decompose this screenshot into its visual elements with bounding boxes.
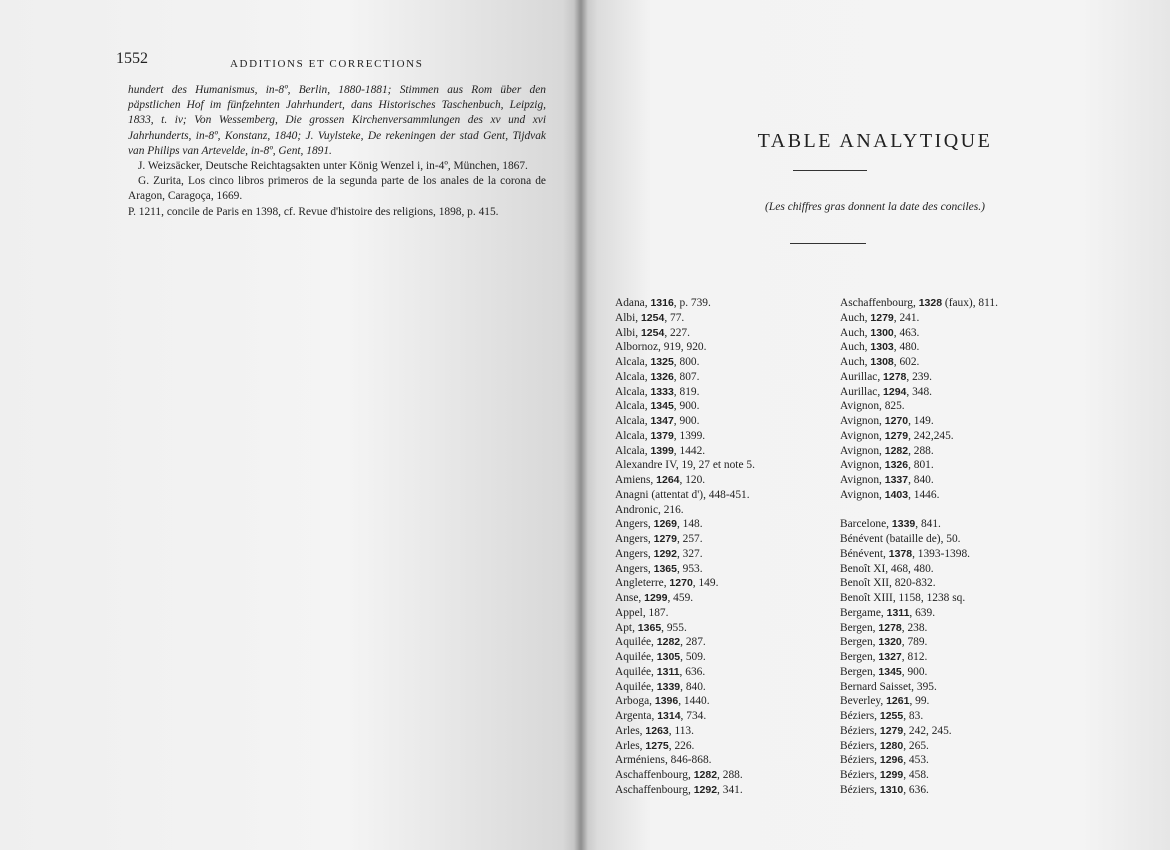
- index-entry: [615, 517, 825, 532]
- entry-pages: , 113.: [668, 724, 694, 737]
- left-page: [0, 0, 580, 850]
- entry-name: Angers,: [615, 533, 651, 545]
- entry-name: Alcala,: [615, 444, 648, 457]
- entry-pages: , 242, 245.: [903, 724, 952, 737]
- entry-pages: , 812.: [901, 651, 928, 663]
- entry-year: 1399: [650, 444, 674, 457]
- entry-pages: , 789.: [901, 636, 928, 649]
- entry-name: Albornoz, 919, 920.: [615, 341, 707, 354]
- index-entry: [615, 783, 825, 798]
- entry-name: Aquilée,: [615, 651, 654, 663]
- entry-name: Bergen,: [840, 665, 876, 678]
- entry-name: Alexandre IV, 19, 27 et note 5.: [615, 459, 755, 472]
- index-column-2: [840, 296, 1050, 798]
- index-entry: [615, 503, 825, 518]
- entry-year: 1396: [654, 695, 679, 708]
- entry-name: Aurillac,: [840, 370, 881, 383]
- entry-name: Angers,: [615, 562, 651, 575]
- index-entry: [840, 709, 1050, 724]
- page-number: 1552: [116, 50, 148, 67]
- entry-name: Avignon,: [840, 429, 882, 442]
- index-entry: [840, 532, 1050, 547]
- entry-pages: , 99.: [909, 695, 930, 708]
- entry-pages: , 348.: [906, 385, 933, 398]
- index-entry: [840, 739, 1050, 754]
- entry-name: Albi,: [615, 311, 639, 324]
- index-entry: [615, 296, 825, 311]
- entry-name: Avignon,: [840, 415, 882, 427]
- index-entry: [840, 635, 1050, 650]
- entry-year: 1311: [886, 606, 910, 619]
- entry-name: Bergen,: [840, 651, 876, 663]
- index-entry: [840, 665, 1050, 680]
- entry-pages: , 327.: [676, 547, 703, 560]
- entry-year: 1316: [650, 297, 674, 309]
- index-entry: [840, 694, 1050, 709]
- entry-pages: , 955.: [661, 621, 687, 634]
- entry-pages: , 241.: [893, 311, 920, 324]
- entry-year: 1325: [650, 356, 674, 368]
- entry-year: 1300: [870, 326, 894, 339]
- index-entry: [840, 444, 1050, 459]
- entry-name: Auch,: [840, 356, 868, 368]
- index-entry: [840, 576, 1050, 591]
- entry-name: Bergame,: [840, 606, 884, 619]
- entry-name: Aschaffenbourg,: [615, 783, 691, 796]
- entry-pages: , 953.: [676, 562, 703, 575]
- index-entry: [615, 680, 825, 695]
- divider: [793, 170, 867, 171]
- entry-year: 1270: [669, 577, 693, 590]
- entry-name: Aurillac,: [840, 385, 881, 398]
- entry-name: Angers,: [615, 518, 651, 531]
- index-entry: [615, 591, 825, 606]
- entry-name: Bernard Saisset, 395.: [840, 680, 937, 693]
- entry-pages: , 807.: [673, 370, 700, 383]
- entry-name: Bergen,: [840, 621, 876, 634]
- entry-year: 1326: [650, 370, 674, 383]
- entry-year: 1347: [650, 415, 674, 427]
- index-entry: [840, 488, 1050, 503]
- index-entry: [615, 532, 825, 547]
- entry-pages: , 900.: [673, 415, 700, 427]
- index-entry: [615, 488, 825, 503]
- entry-name: Bénévent,: [840, 547, 886, 560]
- entry-name: Amiens,: [615, 474, 654, 486]
- index-entry: [615, 694, 825, 709]
- entry-name: Andronic, 216.: [615, 503, 684, 516]
- entry-year: 1279: [884, 429, 909, 442]
- entry-pages: , 639.: [909, 606, 936, 619]
- entry-pages: , 239.: [906, 370, 933, 383]
- entry-year: 1310: [879, 783, 904, 796]
- paragraph: P. 1211, concile de Paris en 1398, cf. Revue d'histoire des religions, 1898, p. 415.: [128, 205, 499, 218]
- entry-pages: , 636.: [679, 665, 706, 678]
- entry-name: Arboga,: [615, 695, 653, 708]
- entry-name: Aquilée,: [615, 680, 654, 693]
- paragraph: G. Zurita, Los cinco libros primeros de la segunda parte de los anales de la corona de Aragon, Caragoça, 1669.: [128, 175, 546, 203]
- entry-year: 1279: [653, 533, 677, 545]
- entry-year: 1308: [870, 356, 894, 368]
- entry-year: 1345: [878, 665, 902, 678]
- entry-name: Avignon,: [840, 488, 882, 501]
- entry-year: 1299: [879, 769, 904, 781]
- index-entry: [615, 399, 825, 414]
- entry-pages: , 288.: [717, 769, 743, 781]
- entry-year: 1303: [870, 341, 894, 354]
- entry-name: Avignon,: [840, 444, 882, 457]
- entry-pages: , 480.: [893, 341, 920, 354]
- entry-pages: , 458.: [903, 769, 929, 781]
- entry-name: Béziers,: [840, 769, 878, 781]
- index-entry: [840, 650, 1050, 665]
- index-entry: [615, 768, 825, 783]
- entry-pages: , 636.: [903, 783, 929, 796]
- index-entry: [615, 606, 825, 621]
- entry-name: Arles,: [615, 724, 643, 737]
- index-entry: [615, 370, 825, 385]
- entry-name: Béziers,: [840, 710, 878, 722]
- entry-year: 1280: [879, 739, 904, 752]
- index-entry: [615, 547, 825, 562]
- entry-name: Alcala,: [615, 415, 648, 427]
- index-entry: [840, 591, 1050, 606]
- entry-name: Adana,: [615, 297, 648, 309]
- entry-name: Béziers,: [840, 739, 878, 752]
- index-entry: [615, 414, 825, 429]
- index-entry: [615, 650, 825, 665]
- entry-pages: , 265.: [903, 739, 929, 752]
- index-column-1: [615, 296, 825, 798]
- entry-name: Benoît XII, 820-832.: [840, 577, 936, 590]
- entry-name: Aschaffenbourg,: [615, 769, 691, 781]
- entry-year: 1282: [693, 769, 718, 781]
- entry-name: Auch,: [840, 341, 868, 354]
- index-entry: [615, 576, 825, 591]
- entry-year: 1278: [878, 621, 902, 634]
- index-entry: [840, 768, 1050, 783]
- entry-year: 1379: [650, 429, 674, 442]
- entry-pages: , 819.: [673, 385, 700, 398]
- entry-name: Aquilée,: [615, 665, 654, 678]
- entry-pages: , 238.: [901, 621, 928, 634]
- entry-pages: (faux), 811.: [942, 297, 998, 309]
- entry-year: 1299: [644, 592, 668, 604]
- entry-year: 1296: [879, 754, 904, 767]
- entry-name: Albi,: [615, 326, 639, 339]
- index-entry: [615, 326, 825, 341]
- corrections-text: [128, 83, 546, 220]
- index-entry: [840, 399, 1050, 414]
- entry-pages: , 120.: [679, 474, 706, 486]
- index-entry: [615, 429, 825, 444]
- entry-year: 1339: [891, 518, 916, 531]
- page-title: TABLE ANALYTIQUE: [757, 130, 993, 152]
- entry-name: Appel, 187.: [615, 606, 669, 619]
- entry-pages: , 841.: [915, 518, 941, 531]
- entry-year: 1292: [653, 547, 677, 560]
- entry-pages: , 900.: [673, 400, 700, 413]
- entry-pages: , 509.: [680, 651, 706, 663]
- entry-name: Bénévent (bataille de), 50.: [840, 533, 961, 545]
- entry-year: 1305: [656, 651, 681, 663]
- index-entry: [615, 355, 825, 370]
- entry-name: Beverley,: [840, 695, 884, 708]
- divider: [790, 243, 866, 244]
- entry-pages: , 900.: [901, 665, 928, 678]
- paragraph: hundert des Humanismus, in-8º, Berlin, 1880-1881; Stimmen aus Rom über den päpstlichen Hof im fünfzehnten Jahrhundert, dans Historisches Taschenbuch, Leipzig, 1833, t. iv; Von Wessemberg, Die grossen Kirchenversammlungen des xv und xvi Jahrhunderts, in-8º, Konstanz, 1840; J. Vuylsteke, De rekeningen der stad Gent, Tijdvak van Philips van Artevelde, in-8º, Gent, 1891.: [128, 84, 546, 157]
- entry-year: 1279: [879, 724, 904, 737]
- entry-year: 1278: [883, 370, 907, 383]
- entry-pages: , 341.: [717, 783, 743, 796]
- index-entry: [615, 385, 825, 400]
- index-entry: [840, 621, 1050, 636]
- entry-pages: , 149.: [908, 415, 934, 427]
- entry-name: Béziers,: [840, 754, 878, 767]
- entry-name: Anse,: [615, 592, 642, 604]
- entry-name: Apt,: [615, 621, 635, 634]
- entry-name: Aschaffenbourg,: [840, 297, 916, 309]
- entry-pages: , 1446.: [908, 488, 940, 501]
- index-entry: [615, 340, 825, 355]
- entry-name: Alcala,: [615, 385, 648, 398]
- entry-name: Avignon, 825.: [840, 400, 905, 413]
- index-entry: [840, 340, 1050, 355]
- entry-pages: , 459.: [667, 592, 694, 604]
- entry-name: Alcala,: [615, 429, 648, 442]
- blank-line: [840, 503, 1050, 518]
- entry-year: 1378: [888, 547, 913, 560]
- entry-pages: , 840.: [680, 680, 706, 693]
- entry-name: Aquilée,: [615, 636, 654, 649]
- entry-year: 1255: [879, 710, 904, 722]
- entry-pages: , 257.: [676, 533, 703, 545]
- index-entry: [615, 724, 825, 739]
- entry-pages: , 149.: [692, 577, 719, 590]
- entry-name: Alcala,: [615, 370, 648, 383]
- index-entry: [615, 562, 825, 577]
- entry-year: 1270: [884, 415, 909, 427]
- running-head: ADDITIONS ET CORRECTIONS: [230, 58, 424, 70]
- index-entry: [840, 326, 1050, 341]
- index-entry: [615, 709, 825, 724]
- entry-year: 1337: [884, 474, 909, 486]
- entry-year: 1282: [884, 444, 909, 457]
- entry-pages: , 840.: [908, 474, 934, 486]
- index-entry: [840, 547, 1050, 562]
- entry-pages: , 242,245.: [908, 429, 954, 442]
- index-entry: [840, 355, 1050, 370]
- entry-year: 1264: [656, 474, 680, 486]
- entry-year: 1254: [640, 326, 665, 339]
- entry-year: 1282: [656, 636, 681, 649]
- entry-name: Barcelone,: [840, 518, 890, 531]
- index-entry: [840, 783, 1050, 798]
- index-entry: [615, 635, 825, 650]
- index-entry: [615, 753, 825, 768]
- entry-name: Angleterre,: [615, 577, 667, 590]
- entry-pages: , 1393-1398.: [912, 547, 970, 560]
- entry-year: 1269: [653, 518, 677, 531]
- entry-pages: , 288.: [908, 444, 934, 457]
- entry-name: Alcala,: [615, 400, 648, 413]
- entry-pages: , 227.: [664, 326, 690, 339]
- index-entry: [840, 606, 1050, 621]
- index-entry: [840, 724, 1050, 739]
- entry-year: 1320: [878, 636, 902, 649]
- index-entry: [840, 370, 1050, 385]
- entry-year: 1314: [657, 710, 681, 722]
- entry-name: Anagni (attentat d'), 448-451.: [615, 488, 750, 501]
- entry-pages: , 287.: [680, 636, 706, 649]
- entry-year: 1311: [656, 665, 680, 678]
- entry-name: Béziers,: [840, 724, 878, 737]
- entry-year: 1333: [650, 385, 674, 398]
- entry-name: Benoît XI, 468, 480.: [840, 562, 934, 575]
- entry-pages: , 602.: [893, 356, 920, 368]
- entry-name: Béziers,: [840, 783, 878, 796]
- entry-name: Arles,: [615, 739, 643, 752]
- right-page: [580, 0, 1170, 850]
- index-entry: [840, 473, 1050, 488]
- entry-year: 1292: [693, 783, 718, 796]
- entry-pages: , 1442.: [673, 444, 706, 457]
- entry-year: 1339: [656, 680, 681, 693]
- entry-pages: , 453.: [903, 754, 929, 767]
- entry-pages: , 463.: [893, 326, 920, 339]
- index-entry: [840, 680, 1050, 695]
- entry-year: 1365: [653, 562, 677, 575]
- entry-name: Avignon,: [840, 474, 882, 486]
- entry-pages: , 226.: [668, 739, 695, 752]
- entry-name: Auch,: [840, 326, 868, 339]
- index-entry: [840, 311, 1050, 326]
- entry-name: Auch,: [840, 311, 868, 324]
- index-entry: [840, 296, 1050, 311]
- index-entry: [840, 517, 1050, 532]
- paragraph: J. Weizsäcker, Deutsche Reichtagsakten unter König Wenzel i, in-4º, München, 1867.: [138, 160, 528, 173]
- entry-year: 1263: [645, 724, 669, 737]
- entry-year: 1294: [883, 385, 907, 398]
- entry-year: 1327: [878, 651, 902, 663]
- index-entry: [615, 473, 825, 488]
- entry-pages: , 1399.: [673, 429, 706, 442]
- index-entry: [840, 562, 1050, 577]
- entry-year: 1345: [650, 400, 674, 413]
- entry-name: Arméniens, 846-868.: [615, 754, 712, 767]
- entry-pages: , 734.: [680, 710, 707, 722]
- entry-pages: , 800.: [673, 356, 700, 368]
- index-entry: [615, 621, 825, 636]
- entry-name: Bergen,: [840, 636, 876, 649]
- book-gutter: [574, 0, 588, 850]
- index-entry: [615, 458, 825, 473]
- entry-pages: , p. 739.: [673, 297, 711, 309]
- entry-name: Alcala,: [615, 356, 648, 368]
- entry-pages: , 77.: [664, 311, 685, 324]
- index-entry: [840, 429, 1050, 444]
- entry-year: 1254: [640, 311, 665, 324]
- entry-pages: , 801.: [908, 459, 934, 472]
- entry-pages: , 148.: [676, 518, 703, 531]
- entry-year: 1261: [886, 695, 910, 708]
- entry-pages: , 83.: [903, 710, 924, 722]
- index-entry: [840, 458, 1050, 473]
- entry-name: Avignon,: [840, 459, 882, 472]
- index-entry: [840, 753, 1050, 768]
- entry-name: Benoît XIII, 1158, 1238 sq.: [840, 592, 966, 604]
- subtitle: (Les chiffres gras donnent la date des conciles.): [765, 201, 985, 213]
- entry-year: 1279: [870, 311, 894, 324]
- entry-year: 1328: [918, 297, 943, 309]
- entry-year: 1403: [884, 488, 909, 501]
- index-entry: [840, 385, 1050, 400]
- entry-year: 1365: [637, 621, 662, 634]
- index-entry: [615, 311, 825, 326]
- entry-year: 1326: [884, 459, 909, 472]
- index-entry: [615, 739, 825, 754]
- entry-name: Argenta,: [615, 710, 655, 722]
- index-entry: [615, 444, 825, 459]
- entry-name: Angers,: [615, 547, 651, 560]
- entry-pages: , 1440.: [678, 695, 710, 708]
- entry-year: 1275: [645, 739, 669, 752]
- index-entry: [840, 414, 1050, 429]
- index-entry: [615, 665, 825, 680]
